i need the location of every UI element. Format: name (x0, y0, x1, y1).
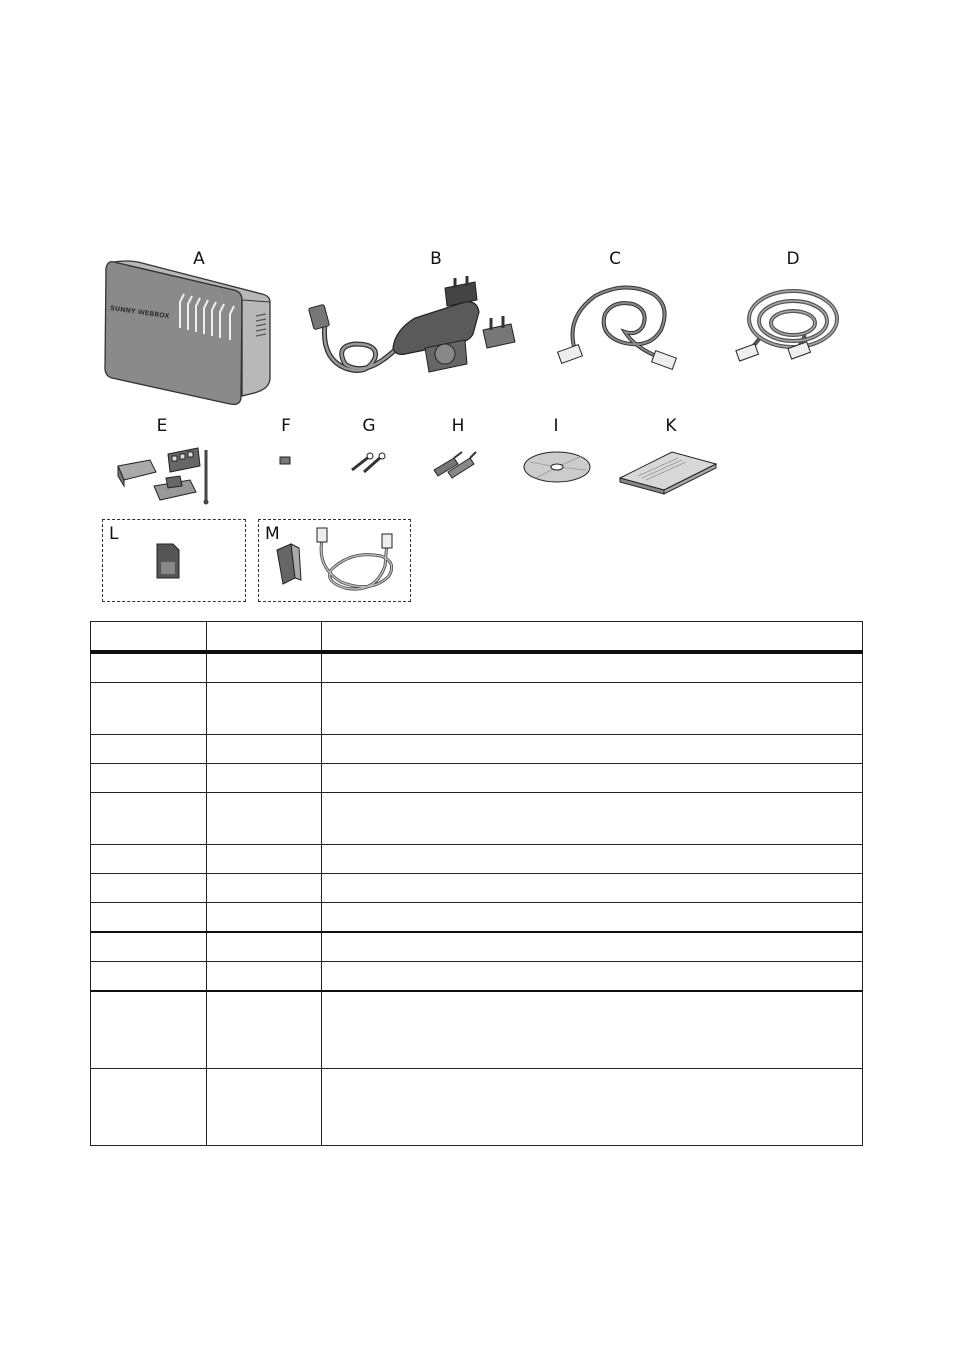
item-label-m: M (265, 524, 280, 544)
table-header-cell (91, 622, 207, 653)
table-row (91, 764, 863, 793)
cable-ties-icon (348, 450, 388, 474)
table-cell (322, 764, 863, 793)
table-cell (322, 991, 863, 1069)
adapter-and-cable-icon (271, 526, 407, 598)
table-cell (322, 1069, 863, 1146)
item-label-f: F (281, 416, 291, 436)
plug-in-power-supply-icon (305, 278, 525, 378)
table-cell (322, 932, 863, 962)
table-cell (91, 793, 207, 845)
table-row (91, 793, 863, 845)
table-cell (322, 793, 863, 845)
table-cell (207, 932, 322, 962)
item-label-k: K (665, 416, 677, 436)
cd-icon (522, 450, 592, 484)
table-cell (207, 764, 322, 793)
table-cell (322, 845, 863, 874)
table-cell (91, 962, 207, 992)
table-cell (207, 903, 322, 933)
network-cable-icon (555, 278, 685, 373)
table-header-cell (207, 622, 322, 653)
table-cell (91, 932, 207, 962)
table-row (91, 903, 863, 933)
table-cell (91, 764, 207, 793)
terminal-block-and-din-clip-icon (110, 446, 220, 504)
item-label-a: A (193, 249, 205, 269)
table-cell (91, 735, 207, 764)
table-row (91, 683, 863, 735)
table-cell (322, 962, 863, 992)
item-label-b: B (430, 249, 442, 269)
table-cell (322, 683, 863, 735)
table-row (91, 845, 863, 874)
data-logger-device-icon (100, 258, 275, 408)
table-cell (91, 652, 207, 683)
table-row (91, 874, 863, 903)
documentation-booklet-icon (618, 448, 720, 494)
table-row (91, 1069, 863, 1146)
table-cell (207, 962, 322, 992)
item-label-d: D (786, 249, 800, 269)
item-label-h: H (451, 416, 465, 436)
table-cell (207, 652, 322, 683)
table-cell (207, 683, 322, 735)
item-label-l: L (109, 524, 119, 544)
table-cell (207, 1069, 322, 1146)
table-cell (91, 1069, 207, 1146)
table-cell (322, 735, 863, 764)
table-cell (207, 874, 322, 903)
table-row (91, 932, 863, 962)
optional-item-m-box (258, 519, 411, 602)
optional-item-l-box (102, 519, 246, 602)
table-cell (207, 735, 322, 764)
table-row (91, 962, 863, 992)
item-label-c: C (609, 249, 621, 269)
wall-plugs-icon (432, 450, 478, 476)
table-cell (207, 991, 322, 1069)
table-cell (322, 652, 863, 683)
jumper-icon (278, 455, 294, 467)
table-cell (207, 845, 322, 874)
table-cell (91, 874, 207, 903)
table-row (91, 735, 863, 764)
table-cell (91, 845, 207, 874)
item-label-g: G (362, 416, 376, 436)
item-label-e: E (156, 416, 168, 436)
table-cell (91, 683, 207, 735)
table-cell (207, 793, 322, 845)
table-cell (322, 874, 863, 903)
scope-of-delivery-table (90, 621, 863, 1146)
table-header-row (91, 622, 863, 653)
network-cable-icon (735, 285, 845, 365)
table-header-cell (322, 622, 863, 653)
table-cell (322, 903, 863, 933)
sd-card-icon (155, 542, 181, 580)
device-brand-text: SUNNY WEBBOX (109, 304, 170, 321)
item-label-i: I (553, 416, 559, 436)
table-cell (91, 903, 207, 933)
table-row (91, 991, 863, 1069)
table-cell (91, 991, 207, 1069)
table-row (91, 652, 863, 683)
